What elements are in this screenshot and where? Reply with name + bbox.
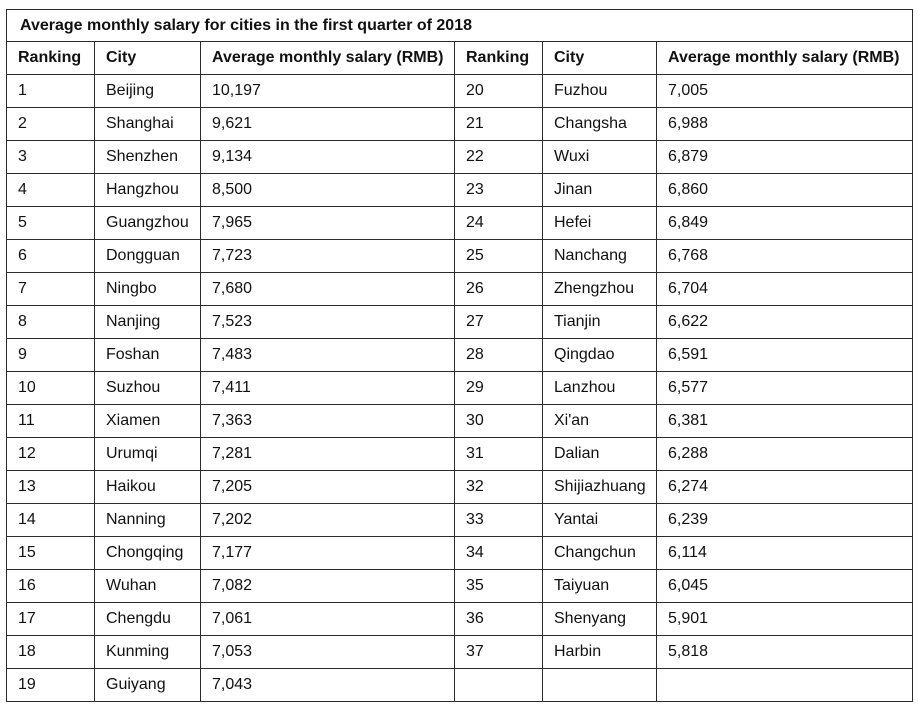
salary-cell: 8,500 — [201, 174, 455, 207]
city-cell: Urumqi — [95, 438, 201, 471]
ranking-cell: 36 — [455, 603, 543, 636]
salary-cell: 6,622 — [657, 306, 913, 339]
city-cell: Haikou — [95, 471, 201, 504]
ranking-cell: 6 — [7, 240, 95, 273]
table-row — [7, 306, 913, 339]
ranking-cell: 8 — [7, 306, 95, 339]
table-row — [7, 636, 913, 669]
salary-cell: 6,288 — [657, 438, 913, 471]
ranking-cell: 33 — [455, 504, 543, 537]
header-ranking-left: Ranking — [7, 42, 95, 75]
city-cell: Jinan — [543, 174, 657, 207]
ranking-cell: 24 — [455, 207, 543, 240]
salary-cell: 6,045 — [657, 570, 913, 603]
ranking-cell: 7 — [7, 273, 95, 306]
salary-cell: 6,577 — [657, 372, 913, 405]
salary-cell: 7,082 — [201, 570, 455, 603]
salary-cell: 6,860 — [657, 174, 913, 207]
city-cell: Chongqing — [95, 537, 201, 570]
city-cell: Taiyuan — [543, 570, 657, 603]
salary-cell: 7,005 — [657, 75, 913, 108]
city-cell: Suzhou — [95, 372, 201, 405]
city-cell: Dalian — [543, 438, 657, 471]
ranking-cell: 2 — [7, 108, 95, 141]
salary-cell: 10,197 — [201, 75, 455, 108]
salary-table — [6, 9, 913, 702]
salary-cell: 7,965 — [201, 207, 455, 240]
salary-cell: 7,281 — [201, 438, 455, 471]
ranking-cell: 37 — [455, 636, 543, 669]
ranking-cell: 1 — [7, 75, 95, 108]
salary-cell: 6,381 — [657, 405, 913, 438]
ranking-cell: 19 — [7, 669, 95, 702]
city-cell: Harbin — [543, 636, 657, 669]
city-cell: Xi'an — [543, 405, 657, 438]
ranking-cell: 5 — [7, 207, 95, 240]
salary-table-container — [6, 9, 912, 702]
title-row — [7, 10, 913, 42]
city-cell: Lanzhou — [543, 372, 657, 405]
city-cell: Tianjin — [543, 306, 657, 339]
ranking-cell: 21 — [455, 108, 543, 141]
salary-cell: 5,818 — [657, 636, 913, 669]
ranking-cell: 10 — [7, 372, 95, 405]
table-row — [7, 471, 913, 504]
ranking-cell: 12 — [7, 438, 95, 471]
ranking-cell: 14 — [7, 504, 95, 537]
table-row — [7, 504, 913, 537]
ranking-cell: 28 — [455, 339, 543, 372]
city-cell: Wuhan — [95, 570, 201, 603]
ranking-cell — [455, 669, 543, 702]
table-row — [7, 537, 913, 570]
salary-cell: 7,043 — [201, 669, 455, 702]
city-cell: Zhengzhou — [543, 273, 657, 306]
city-cell — [543, 669, 657, 702]
city-cell: Shenzhen — [95, 141, 201, 174]
salary-cell: 7,411 — [201, 372, 455, 405]
table-row — [7, 339, 913, 372]
table-row — [7, 108, 913, 141]
table-row — [7, 669, 913, 702]
city-cell: Guiyang — [95, 669, 201, 702]
city-cell: Changchun — [543, 537, 657, 570]
table-row — [7, 372, 913, 405]
city-cell: Nanning — [95, 504, 201, 537]
ranking-cell: 11 — [7, 405, 95, 438]
table-row — [7, 405, 913, 438]
salary-cell: 6,988 — [657, 108, 913, 141]
salary-cell: 7,363 — [201, 405, 455, 438]
table-row — [7, 75, 913, 108]
salary-cell: 7,202 — [201, 504, 455, 537]
header-salary-left: Average monthly salary (RMB) — [201, 42, 455, 75]
table-row — [7, 570, 913, 603]
salary-cell: 6,768 — [657, 240, 913, 273]
table-row — [7, 141, 913, 174]
salary-cell: 6,239 — [657, 504, 913, 537]
ranking-cell: 17 — [7, 603, 95, 636]
city-cell: Qingdao — [543, 339, 657, 372]
header-ranking-right: Ranking — [455, 42, 543, 75]
header-salary-right: Average monthly salary (RMB) — [657, 42, 913, 75]
city-cell: Xiamen — [95, 405, 201, 438]
city-cell: Wuxi — [543, 141, 657, 174]
ranking-cell: 16 — [7, 570, 95, 603]
header-city-left: City — [95, 42, 201, 75]
ranking-cell: 31 — [455, 438, 543, 471]
ranking-cell: 3 — [7, 141, 95, 174]
ranking-cell: 32 — [455, 471, 543, 504]
table-row — [7, 438, 913, 471]
ranking-cell: 30 — [455, 405, 543, 438]
salary-cell: 6,879 — [657, 141, 913, 174]
city-cell: Ningbo — [95, 273, 201, 306]
city-cell: Fuzhou — [543, 75, 657, 108]
salary-cell: 6,274 — [657, 471, 913, 504]
salary-cell: 7,053 — [201, 636, 455, 669]
city-cell: Shijiazhuang — [543, 471, 657, 504]
city-cell: Kunming — [95, 636, 201, 669]
ranking-cell: 22 — [455, 141, 543, 174]
city-cell: Shanghai — [95, 108, 201, 141]
salary-cell — [657, 669, 913, 702]
ranking-cell: 4 — [7, 174, 95, 207]
ranking-cell: 25 — [455, 240, 543, 273]
ranking-cell: 18 — [7, 636, 95, 669]
city-cell: Changsha — [543, 108, 657, 141]
header-city-right: City — [543, 42, 657, 75]
salary-cell: 9,621 — [201, 108, 455, 141]
table-row — [7, 174, 913, 207]
salary-cell: 5,901 — [657, 603, 913, 636]
city-cell: Dongguan — [95, 240, 201, 273]
city-cell: Nanjing — [95, 306, 201, 339]
salary-cell: 7,177 — [201, 537, 455, 570]
table-body — [7, 75, 913, 702]
ranking-cell: 27 — [455, 306, 543, 339]
table-row — [7, 273, 913, 306]
city-cell: Yantai — [543, 504, 657, 537]
salary-cell: 6,591 — [657, 339, 913, 372]
city-cell: Nanchang — [543, 240, 657, 273]
ranking-cell: 29 — [455, 372, 543, 405]
salary-cell: 7,523 — [201, 306, 455, 339]
salary-cell: 7,723 — [201, 240, 455, 273]
salary-cell: 6,114 — [657, 537, 913, 570]
salary-cell: 7,205 — [201, 471, 455, 504]
header-row — [7, 42, 913, 75]
city-cell: Hefei — [543, 207, 657, 240]
city-cell: Beijing — [95, 75, 201, 108]
ranking-cell: 15 — [7, 537, 95, 570]
salary-cell: 6,849 — [657, 207, 913, 240]
ranking-cell: 13 — [7, 471, 95, 504]
ranking-cell: 34 — [455, 537, 543, 570]
city-cell: Chengdu — [95, 603, 201, 636]
city-cell: Guangzhou — [95, 207, 201, 240]
salary-cell: 7,061 — [201, 603, 455, 636]
ranking-cell: 20 — [455, 75, 543, 108]
salary-cell: 7,483 — [201, 339, 455, 372]
salary-cell: 6,704 — [657, 273, 913, 306]
ranking-cell: 9 — [7, 339, 95, 372]
ranking-cell: 26 — [455, 273, 543, 306]
table-title: Average monthly salary for cities in the first quarter of 2018 — [7, 10, 913, 42]
city-cell: Foshan — [95, 339, 201, 372]
table-row — [7, 603, 913, 636]
ranking-cell: 23 — [455, 174, 543, 207]
city-cell: Shenyang — [543, 603, 657, 636]
salary-cell: 9,134 — [201, 141, 455, 174]
table-row — [7, 207, 913, 240]
salary-cell: 7,680 — [201, 273, 455, 306]
table-row — [7, 240, 913, 273]
ranking-cell: 35 — [455, 570, 543, 603]
city-cell: Hangzhou — [95, 174, 201, 207]
